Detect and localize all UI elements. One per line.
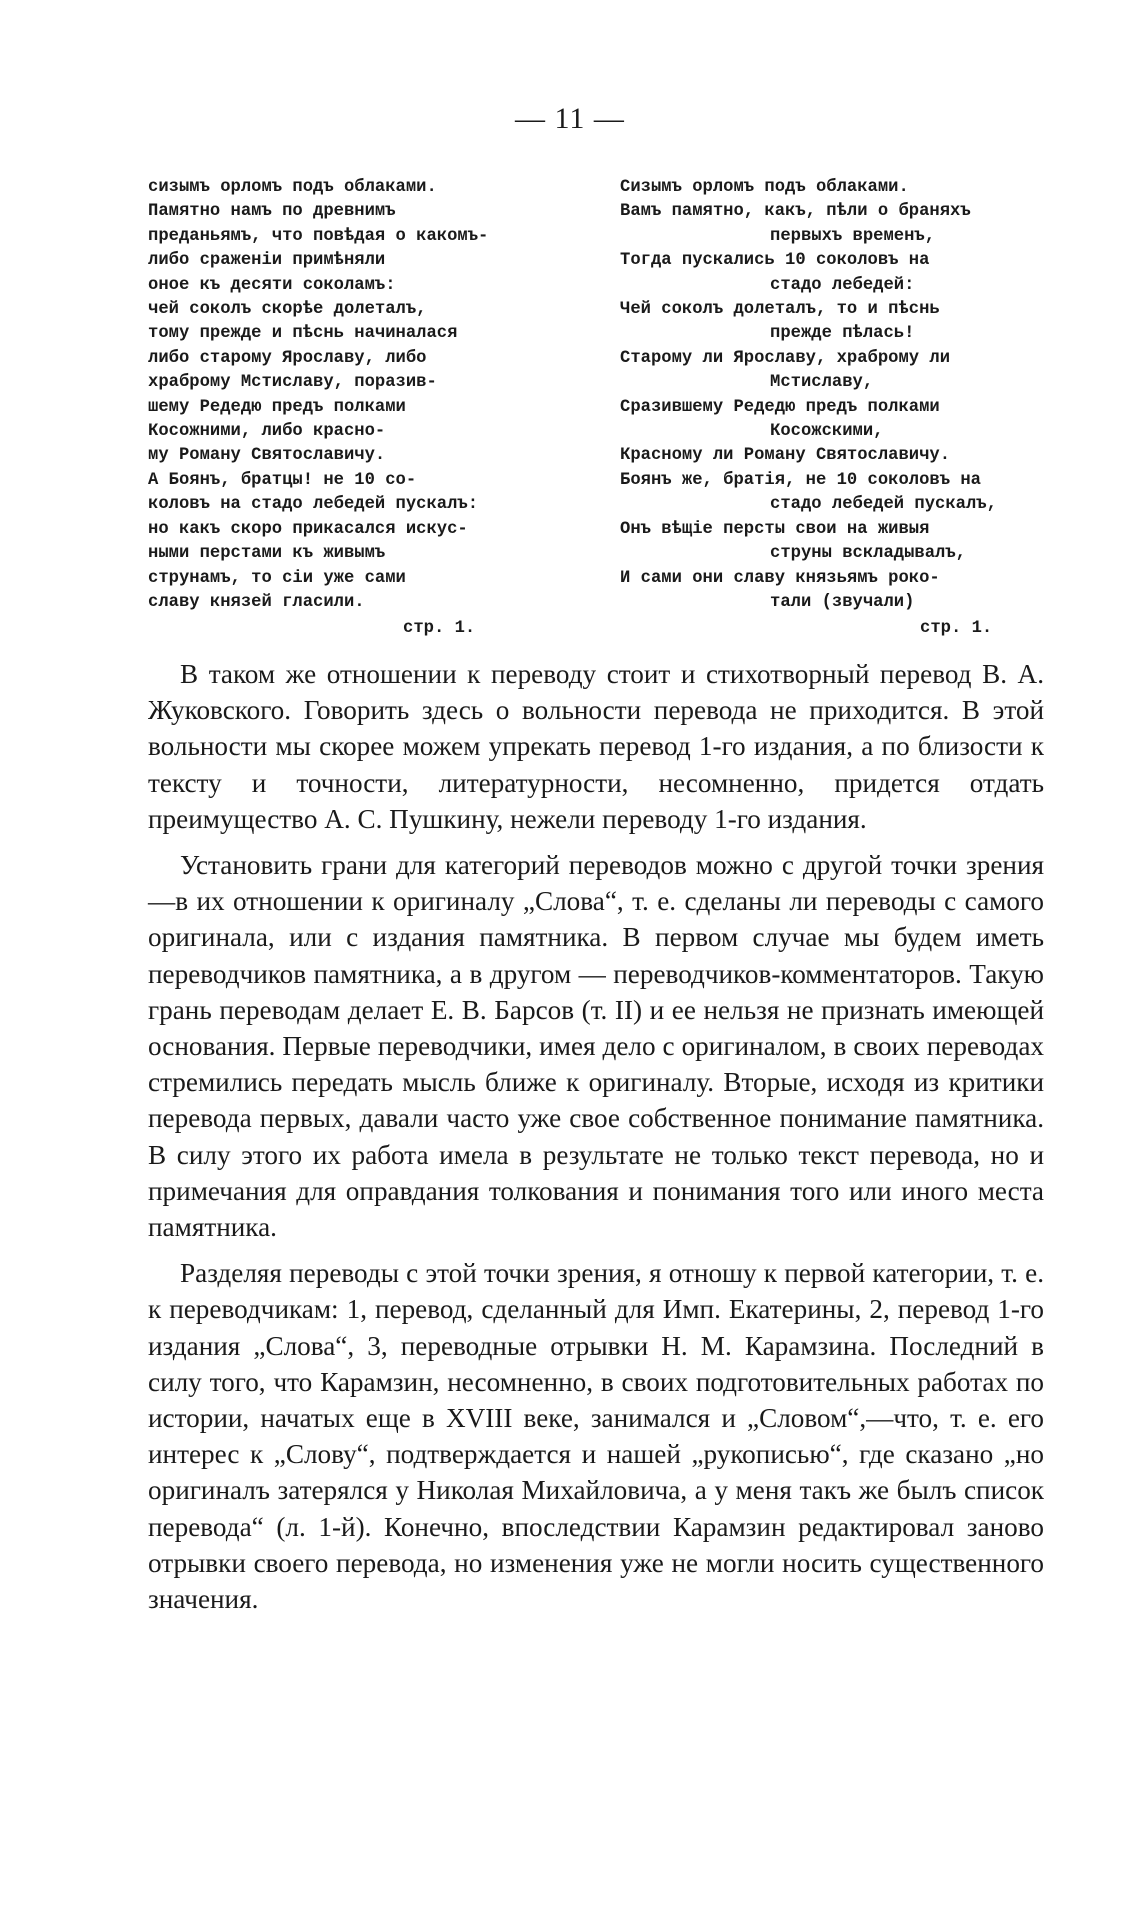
paragraph-3: Разделяя переводы с этой точки зрения, я отношу к первой категории, т. е. к переводчикам: 1, перевод, сделанный для Имп. Екатерины, 2, перевод 1-го издания „Слова“, 3, переводные отрывки Н. М. Карамзина. Последний в силу того, что Карамзин, несомненно, в своих подготовительных работах по истории, начатых еще в XVIII веке, занимался и „Словом“,—что, т. е. его интерес к „Слову“, подтверждается и нашей „рукописью“, где сказано „но оригиналъ затерялся у Николая Михайловича, а у меня такъ же былъ список перевода“ (л. 1-й). Конечно, впоследствии Карамзин редактировал заново отрывки своего перевода, но изменения уже не могли носить существенного значения. <box>148 1258 1044 1615</box>
left-line: тому прежде и пѣснь начиналася <box>148 324 458 344</box>
right-line-continuation: Мстиславу, <box>770 373 874 393</box>
left-line: храброму Мстиславу, поразив- <box>148 373 437 393</box>
left-line: оное къ десяти соколамъ: <box>148 275 396 295</box>
right-column-translation <box>620 176 1040 642</box>
right-line-continuation: стадо лебедей пускалъ, <box>770 495 997 515</box>
left-line: ными перстами къ живымъ <box>148 544 386 564</box>
left-line: шему Редедю предъ полками <box>148 397 406 417</box>
left-line: но какъ скоро прикасался искус- <box>148 519 468 539</box>
left-line: Косожними, либо красно- <box>148 422 386 442</box>
right-line: И сами они славу князьямъ роко- <box>620 568 940 588</box>
right-line-continuation: прежде пѣлась! <box>770 324 915 344</box>
left-line: преданьямъ, что повѣдая о какомъ- <box>148 226 489 246</box>
right-line-continuation: тали (звучали) <box>770 592 915 612</box>
right-line: Сразившему Редедю предъ полками <box>620 397 940 417</box>
left-line: А Боянъ, братцы! не 10 со- <box>148 470 417 490</box>
right-line: Сизымъ орломъ подъ облаками. <box>620 178 909 197</box>
left-line: му Роману Святославичу. <box>148 446 386 466</box>
left-line: сизымъ орломъ подъ облаками. <box>148 178 437 197</box>
left-column-translation <box>148 176 528 642</box>
right-line-continuation: первыхъ временъ, <box>770 226 936 246</box>
left-line: коловъ на стадо лебедей пускалъ: <box>148 495 479 515</box>
right-line: Боянъ же, братія, не 10 соколовъ на <box>620 470 981 490</box>
right-line-continuation: стадо лебедей: <box>770 275 915 295</box>
paragraph-1: В таком же отношении к переводу стоит и стихотворный перевод В. А. Жуковского. Говорить здесь о вольности перевода не приходится. В этой вольности мы скорее можем упрекать перевод 1-го издания, а по близости к тексту и точности, литературности, несомненно, придется отдать преимущество А. С. Пушкину, нежели переводу 1-го издания. <box>148 659 1044 834</box>
left-line: Памятно намъ по древнимъ <box>148 202 396 222</box>
left-line: струнамъ, то сіи уже сами <box>148 568 406 588</box>
right-line-continuation: струны вскладывалъ, <box>770 544 966 564</box>
paragraph-2: Установить грани для категорий переводов можно с другой точки зрения—в их отношении к оригиналу „Слова“, т. е. сделаны ли переводы с самого оригинала, или с издания памятника. В первом случае мы будем иметь переводчиков памятника, а в другом — переводчиков-комментаторов. Такую грань переводам делает Е. В. Барсов (т. II) и ее нельзя не признать имеющей основания. Первые переводчики, имея дело с оригиналом, в своих переводах стремились передать мысль ближе к оригиналу. Вторые, исходя из критики перевода первых, давали часто уже свое собственное понимание памятника. В силу этого их работа имела в результате не только текст перевода, но и примечания для оправдания толкования и понимания того или иного места памятника. <box>148 850 1044 1243</box>
main-text <box>148 656 1044 1627</box>
left-line: славу князей гласили. <box>148 592 365 612</box>
right-line: Красному ли Роману Святославичу. <box>620 446 951 466</box>
page-number: — 11 — <box>515 102 625 135</box>
left-page-reference: стр. 1. <box>403 619 476 639</box>
right-line: Вамъ памятно, какъ, пѣли о браняхъ <box>620 202 971 222</box>
right-line: Онъ вѣщіе персты свои на живыя <box>620 519 930 539</box>
right-line: Старому ли Ярославу, храброму ли <box>620 348 951 368</box>
left-line: либо старому Ярославу, либо <box>148 348 427 368</box>
right-line: Тогда пускались 10 соколовъ на <box>620 251 930 271</box>
right-line: Чей соколъ долеталъ, то и пѣснь <box>620 300 940 320</box>
left-line: чей соколъ скорѣе долеталъ, <box>148 300 427 320</box>
right-line-continuation: Косожскими, <box>770 422 884 442</box>
right-page-reference: стр. 1. <box>920 619 993 639</box>
left-line: либо сраженіи примѣняли <box>148 251 386 271</box>
